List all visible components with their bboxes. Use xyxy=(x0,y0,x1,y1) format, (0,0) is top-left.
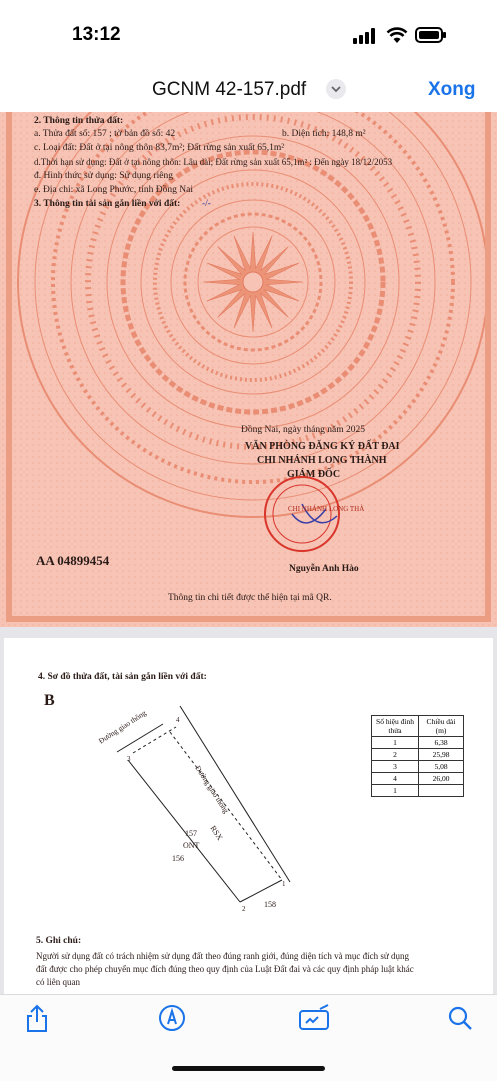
table-row xyxy=(372,737,464,749)
vertex-cell: 1 xyxy=(372,737,419,749)
length-cell: 5,08 xyxy=(419,761,464,773)
section-3-title: 3. Thông tin tài sản gắn liền với đất: xyxy=(34,199,181,209)
pdf-viewer[interactable] xyxy=(0,112,497,994)
section-5-title: 5. Ghi chú: xyxy=(36,936,82,946)
usage-form-line: đ. Hình thức sử dụng: Sử dụng riêng xyxy=(34,171,173,181)
table-row xyxy=(372,773,464,785)
length-cell: 25,98 xyxy=(419,749,464,761)
vertex-label: 4 xyxy=(176,716,180,724)
parcel-diagram xyxy=(0,112,497,994)
vertex-cell: 2 xyxy=(372,749,419,761)
search-icon[interactable] xyxy=(446,1003,474,1033)
north-arrow: B xyxy=(44,692,55,709)
neighbor-parcel-158: 158 xyxy=(264,900,276,909)
vertex-label: 1 xyxy=(282,880,286,888)
director-title: GIÁM ĐỐC xyxy=(287,469,341,480)
usage-term-line: d.Thời hạn sử dụng: Đất ở tại nông thôn: Lâu dài; Đất rừng sản xuất 65,1m² : Đến ngày 18/12/2053 xyxy=(34,157,393,167)
vertex-cell: 3 xyxy=(372,761,419,773)
road-label-2: Đường giao thông xyxy=(193,764,231,815)
table-row xyxy=(372,749,464,761)
length-cell: 26,00 xyxy=(419,773,464,785)
battery-icon xyxy=(415,27,447,43)
done-button[interactable]: Xong xyxy=(428,79,476,100)
document-title[interactable]: GCNM 42-157.pdf xyxy=(152,79,307,100)
table-header: Chiều dài (m) xyxy=(419,716,464,737)
table-header: Số hiệu đỉnh thửa xyxy=(372,716,419,737)
vertex-cell: 1 xyxy=(372,785,419,797)
vertex-label: 2 xyxy=(242,905,246,913)
note-line: có liên quan xyxy=(36,977,80,987)
issuing-branch: CHI NHÁNH LONG THÀNH xyxy=(257,455,387,466)
seal-text: CHI NHÁNH LONG THÀ xyxy=(288,505,365,513)
table-row xyxy=(372,761,464,773)
table-row xyxy=(372,785,464,797)
neighbor-parcel-156: 156 xyxy=(172,854,184,863)
length-cell: 6,38 xyxy=(419,737,464,749)
annotate-icon[interactable] xyxy=(298,1003,332,1033)
section-3-value: -/- xyxy=(202,199,211,209)
section-2-title: 2. Thông tin thửa đất: xyxy=(34,116,124,126)
signer-name: Nguyễn Anh Hào xyxy=(289,564,359,574)
vertex-label: 3 xyxy=(127,755,131,763)
parcel-type-ont: ONT xyxy=(183,841,200,850)
home-indicator[interactable] xyxy=(172,1066,325,1071)
note-line: Người sử dụng đất có trách nhiệm sử dụng đất theo đúng ranh giới, đúng diện tích và mục đích sử dụng xyxy=(36,951,409,961)
share-icon[interactable] xyxy=(24,1003,50,1033)
title-menu-button[interactable] xyxy=(326,79,346,99)
status-time: 13:12 xyxy=(72,24,121,45)
note-line: đất được cho phép chuyển mục đích đúng theo quy định của Luật Đất đai và các quy định pháp luật khác xyxy=(36,964,414,974)
length-cell xyxy=(419,785,464,797)
issuing-office: VĂN PHÒNG ĐĂNG KÝ ĐẤT ĐAI xyxy=(245,441,400,452)
certificate-serial: AA 04899454 xyxy=(36,553,110,568)
section-4-title: 4. Sơ đồ thửa đất, tài sản gắn liền với đất: xyxy=(38,672,207,682)
edge-length-table xyxy=(371,715,464,797)
address-line: e. Địa chỉ: xã Long Phước, tỉnh Đồng Nai xyxy=(34,185,193,195)
parcel-number-line: a. Thửa đất số: 157 ; tờ bản đồ số: 42 xyxy=(34,129,176,139)
wifi-icon xyxy=(386,26,408,44)
parcel-number-label: 157 xyxy=(185,829,197,838)
qr-note: Thông tin chi tiết được thể hiện tại mã QR. xyxy=(168,593,332,603)
issue-date-line: Đồng Nai, ngày tháng năm 2025 xyxy=(241,425,366,435)
chevron-down-icon xyxy=(326,79,346,99)
status-bar xyxy=(0,0,497,66)
road-label-1: Đường giao thông xyxy=(97,708,148,746)
signal-icon xyxy=(353,28,377,44)
parcel-type-rsx: RSX xyxy=(208,824,225,842)
land-type-line: c. Loại đất: Đất ở tại nông thôn 83,7m²; Đất rừng sản xuất 65,1m² xyxy=(34,143,285,153)
area-line: b. Diện tích: 148,8 m² xyxy=(282,129,366,139)
markup-icon[interactable] xyxy=(158,1003,186,1033)
vertex-cell: 4 xyxy=(372,773,419,785)
